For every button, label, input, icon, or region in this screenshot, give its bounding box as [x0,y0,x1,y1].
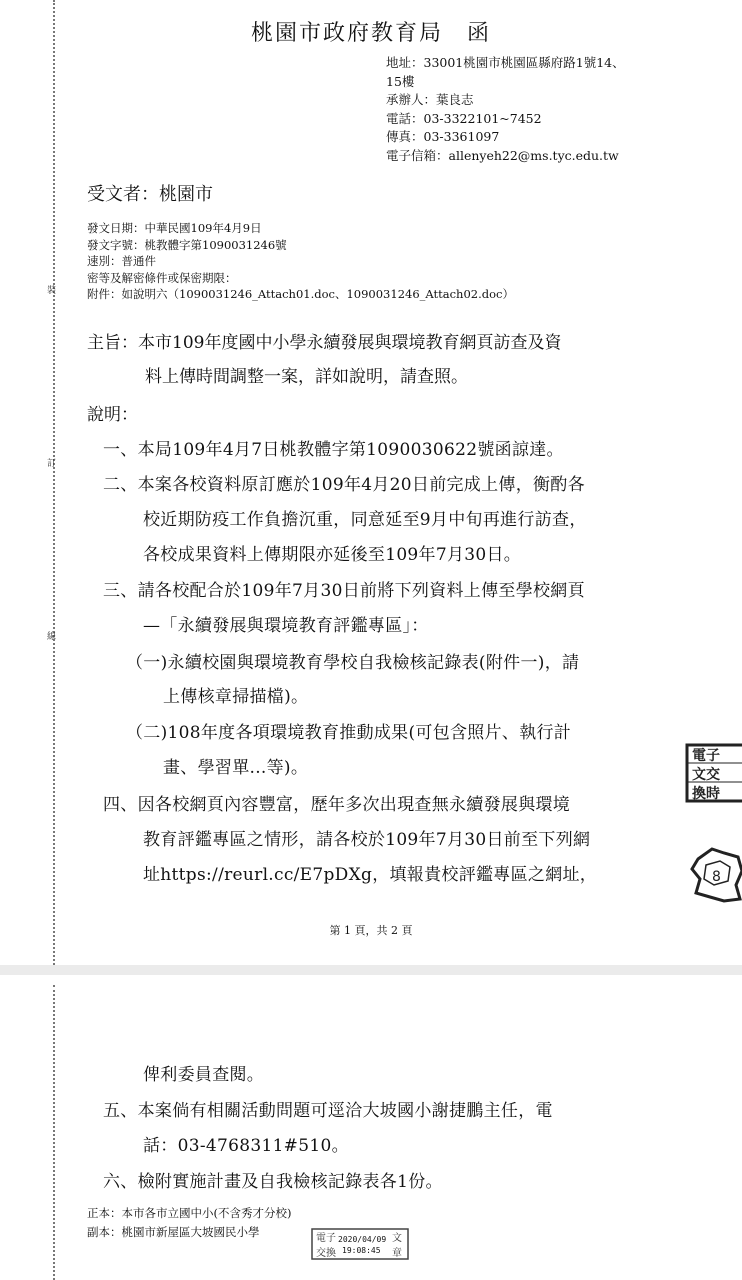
subject-line-2: 料上傳時間調整一案，詳如說明，請查照。 [145,367,468,387]
margin-mark-zhuang: 裝 [47,286,57,296]
dispatch-meta [87,220,514,303]
stamp-right-row-1: 電子 [692,748,720,764]
item-4-line-3: 址https://reurl.cc/E7pDXg，填報貴校評鑑專區之網址， [143,865,598,885]
stamp-time-text: 19:08:45 [342,1246,381,1255]
meta-date: 發文日期：中華民國109年4月9日 [87,221,262,235]
stamp-right-bottom: 章 [392,1248,402,1259]
stamp-right-top: 文 [392,1233,402,1244]
meta-speed: 速別：普通件 [87,254,156,268]
contact-fax: 傳真：03-3361097 [386,129,500,144]
item-2-line-1: 二、本案各校資料原訂應於109年4月20日前完成上傳，衡酌各 [103,475,585,495]
binding-dotted-line [53,0,55,965]
item-6: 六、檢附實施計畫及自我檢核記錄表各1份。 [103,1172,443,1192]
contact-address: 地址：33001桃園市桃園區縣府路1號14、 [386,55,625,70]
item-3-line-2: —「永續發展與環境教育評鑑專區」： [143,616,429,636]
item-2-line-2: 校近期防疫工作負擔沉重，同意延至9月中旬再進行訪查， [143,510,587,530]
margin-mark-xian: 線 [47,632,57,642]
item-5-line-2: 話：03-4768311#510。 [143,1136,349,1156]
sub-item-1-line-2: 上傳核章掃描檔)。 [163,687,309,707]
stamp-right-row-2: 文交 [692,767,720,783]
official-seal-icon [690,845,742,905]
sub-item-2-line-2: 畫、學習單...等)。 [163,758,309,778]
contact-phone: 電話：03-3322101~7452 [386,110,542,126]
stamp-right-row-3: 換時 [692,786,720,802]
subject [87,326,657,394]
contact-officer: 承辦人：葉良志 [386,92,474,107]
electronic-exchange-stamp [684,742,742,804]
item-1: 一、本局109年4月7日桃教體字第1090030622號函諒達。 [103,440,564,460]
contact-email: 電子信箱：allenyeh22@ms.tyc.edu.tw [386,147,619,163]
meta-number: 發文字號：桃教體字第1090031246號 [87,237,287,252]
contact-block [386,54,676,165]
stamp-left-top: 電子 [316,1233,336,1244]
subject-line-1: 主旨：本市109年度國中小學永續發展與環境教育網頁訪查及資 [87,333,562,353]
item-5-line-1: 五、本案倘有相關活動問題可逕洽大坡國小謝捷鵬主任，電 [103,1101,553,1121]
meta-attachment: 附件：如說明六（1090031246_Attach01.doc、1090031246_Attach02.doc） [87,287,514,301]
item-4-line-4: 俾利委員查閱。 [143,1065,265,1085]
stamp-date-text: 2020/04/09 [338,1235,387,1244]
margin-mark-ding: 訂 [47,459,57,469]
recipient: 受文者：桃園市 [87,184,213,205]
copy-recipients: 副本：桃園市新屋區大坡國民小學 [87,1225,260,1239]
sub-item-2-line-1: （二)108年度各項環境教育推動成果(可包含照片、執行計 [126,723,572,743]
contact-address-cont: 15樓 [386,73,415,89]
primary-recipients: 正本：本市各市立國中小(不含秀才分校) [87,1206,292,1220]
document-title: 桃園市政府教育局 函 [250,21,491,46]
date-time-stamp [310,1227,410,1261]
item-2-line-3: 各校成果資料上傳期限亦延後至109年7月30日。 [143,545,522,565]
sub-item-1-line-1: （一)永續校園與環境教育學校自我檢核記錄表(附件一)，請 [126,653,580,673]
stamp-left-bottom: 交換 [316,1248,336,1259]
explanation-heading: 說明： [87,405,138,425]
meta-secrecy: 密等及解密條件或保密期限： [87,270,237,285]
item-4-line-1: 四、因各校網頁內容豐富，歷年多次出現查無永續發展與環境 [103,795,571,815]
seal-number: 8 [712,869,721,885]
item-3-line-1: 三、請各校配合於109年7月30日前將下列資料上傳至學校網頁 [103,581,585,601]
item-4-line-2: 教育評鑑專區之情形，請各校於109年7月30日前至下列網 [143,830,591,850]
page-number: 第 1 頁，共 2 頁 [329,924,413,937]
binding-dotted-line-2 [53,985,55,1280]
page-separator [0,965,742,975]
